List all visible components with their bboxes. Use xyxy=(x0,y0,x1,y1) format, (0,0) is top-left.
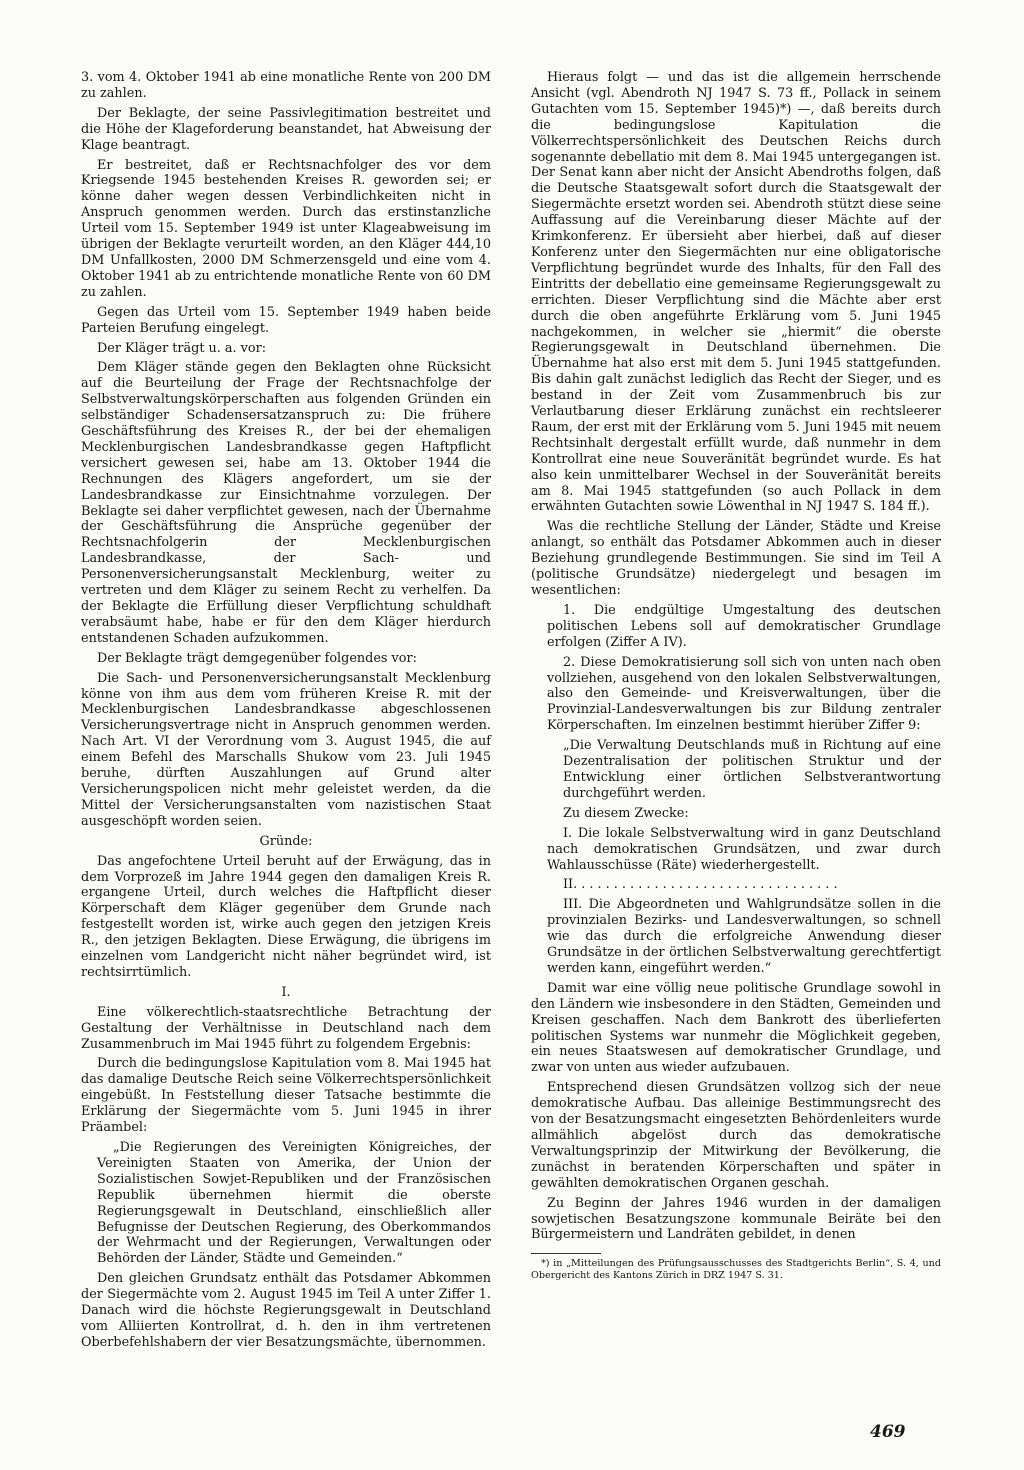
paragraph: Zu Beginn der Jahres 1946 wurden in der damaligen sowjetischen Besatzungszone kommunale Beiräte bei den Bürgermeistern und Landräten gebildet, in denen xyxy=(531,1195,941,1243)
paragraph: Der Beklagte, der seine Passivlegitimation bestreitet und die Höhe der Klageforderung beanstandet, hat Abweisung der Klage beantragt. xyxy=(81,105,491,153)
right-column xyxy=(531,70,941,1281)
footnote-divider xyxy=(531,1253,601,1254)
paragraph: Damit war eine völlig neue politische Grundlage sowohl in den Ländern wie insbesondere in den Städten, Gemeinden und Kreisen geschaffen. Nach dem Bankrott des überlieferten politischen Systems war nunmehr die Möglichkeit gegeben, ein neues Staatswesen auf demokratischer Grundlage, und zwar von unten aus wieder aufzubauen. xyxy=(531,980,941,1076)
quoted-paragraph: Zu diesem Zwecke: xyxy=(563,805,689,821)
paragraph: Die Sach- und Personenversicherungsanstalt Mecklenburg könne von ihm aus dem vom früheren Kreise R. mit der Mecklenburgischen Landesbrandkasse abgeschlossenen Versicherungsvertrage nicht in Anspruch genommen werden. Nach Art. VI der Verordnung vom 3. August 1945, die auf einem Befehl des Marschalls Shukow vom 23. Juli 1945 beruhe, dürften Auszahlungen auf Grund alter Versicherungspolicen nicht mehr geleistet werden, da die Mittel der Versicherungsanstalten vom nazistischen Staat ausgeschöpft worden seien. xyxy=(81,670,491,829)
paragraph: Gegen das Urteil vom 15. September 1949 haben beide Parteien Berufung eingelegt. xyxy=(81,304,491,336)
quoted-paragraph: 1. Die endgültige Umgestaltung des deutschen politischen Lebens soll auf demokratischer Grundlage erfolgen (Ziffer A IV). xyxy=(547,602,941,650)
footnote: *) in „Mitteilungen des Prüfungsausschusses des Stadtgerichts Berlin“, S. 4, und Obergericht des Kantons Zürich in DRZ 1947 S. 31. xyxy=(531,1258,941,1281)
paragraph: Was die rechtliche Stellung der Länder, Städte und Kreise anlangt, so enthält das Potsdamer Abkommen auch in dieser Beziehung grundlegende Bestimmungen. Sie sind im Teil A (politische Grundsätze) niedergelegt und besagen im wesentlichen: xyxy=(531,519,941,598)
quoted-paragraph: 2. Diese Demokratisierung soll sich von unten nach oben vollziehen, ausgehend von den lokalen Selbstverwaltungen, also den Gemeinde- und Kreisverwaltungen, über die Provinzial-Landesverwaltungen bis zur Bildung zentraler Körperschaften. Im einzelnen bestimmt hierüber Ziffer 9: xyxy=(547,654,941,734)
section-heading: I. xyxy=(281,984,291,1000)
paragraph: Dem Kläger stände gegen den Beklagten ohne Rücksicht auf die Beurteilung der Frage der Rechtsnachfolge der Selbstverwaltungskörperschaften aus folgenden Gründen ein selbständiger Schadensersatzanspruch zu: Die frühere Geschäftsführung des Kreises R., der bei der ehemaligen Mecklenburgischen Landesbrandkasse gegen Haftpflicht versichert gewesen sei, habe am 13. Oktober 1944 die Rechnungen des Klägers angefordert, um sie der Landesbrandkasse zur Einsichtnahme vorzulegen. Der Beklagte sei daher verpflichtet gewesen, nach der Übernahme der Geschäftsführung die Ansprüche gegenüber der Rechtsnachfolgerin der Mecklenburgischen Landesbrandkasse, der Sach- und Personenversicherungsanstalt Mecklenburg, weiter zu vertreten und dem Kläger zu seinem Recht zu verhelfen. Da der Beklagte die Erfüllung dieser Verpflichtung schuldhaft verabsäumt habe, habe er für den dem Kläger hierdurch entstandenen Schaden aufzukommen. xyxy=(81,360,491,646)
quoted-paragraph: III. Die Abgeordneten und Wahlgrundsätze sollen in die provinzialen Bezirks- und Landesverwaltungen, so schnell wie das durch die erfolgreiche Anwendung dieser Grundsätze in der örtlichen Selbstverwaltung gerechtfertigt werden kann, eingeführt werden.“ xyxy=(547,897,941,976)
paragraph: Hieraus folgt — und das ist die allgemein herrschende Ansicht (vgl. Abendroth NJ 1947 S. 73 ff., Pollack in seinem Gutachten vom 15. September 1945)*) —, daß bereits durch die bedingungslose Kapitulation die Völkerrechtspersönlichkeit des Deutschen Reichs durch sogenannte debellatio mit dem 8. Mai 1945 untergegangen ist. Der Senat kann aber nicht der Ansicht Abendroths folgen, daß die Deutsche Staatsgewalt sofort durch die Staatsgewalt der Siegermächte ersetzt worden sei. Abendroth stützt diese seine Auffassung auf die Vereinbarung dieser Mächte auf der Krimkonferenz. Er übersieht aber hierbei, daß auf dieser Konferenz unter den Siegermächten nur eine obligatorische Verpflichtung begründet wurde des Inhalts, für den Fall des Eintritts der debellatio eine gemeinsame Regierungsgewalt zu errichten. Dieser Verpflichtung sind die Mächte aber erst durch die oben angeführte Erklärung vom 5. Juni 1945 nachgekommen, in welcher sie „hiermit“ die oberste Regierungsgewalt in Deutschland übernehmen. Die Übernahme hat also erst mit dem 5. Juni 1945 stattgefunden. Bis dahin galt zunächst lediglich das Recht der Sieger, und es bestand in der Zeit vom Zusammenbruch bis zur Verlautbarung dieser Erklärung zunächst ein rechtsleerer Raum, der erst mit der Erklärung vom 5. Juni 1945 mit neuem Rechtsinhalt dergestalt erfüllt wurde, daß nunmehr in dem Kontrollrat eine neue Souveränität begründet wurde. Es hat also kein unmittelbarer Wechsel in der Souveränität bereits am 8. Mai 1945 stattgefunden (so auch Pollack in dem erwähnten Gutachten sowie Löwenthal in NJ 1947 S. 184 ff.). xyxy=(531,70,941,515)
paragraph: Das angefochtene Urteil beruht auf der Erwägung, das in dem Vorprozeß im Jahre 1944 gegen den damaligen Kreis R. ergangene Urteil, durch welches die Haftpflicht dieser Körperschaft dem Kläger gegenüber dem Grunde nach festgestellt worden ist, wirke auch gegen den jetzigen Kreis R., den jetzigen Beklagten. Diese Erwägung, die übrigens im einzelnen vom Landgericht nicht näher begründet wird, ist rechtsirrtümlich. xyxy=(81,853,491,980)
quoted-paragraph: I. Die lokale Selbstverwaltung wird in ganz Deutschland nach demokratischen Grundsätzen, und zwar durch Wahlausschüsse (Räte) wiederhergestellt. xyxy=(547,825,941,873)
nested-quote: „Die Verwaltung Deutschlands muß in Richtung auf eine Dezentralisation der politischen Struktur und der Entwicklung einer örtlichen Selbstverantwortung durchgeführt werden. xyxy=(563,738,941,801)
paragraph: 3. vom 4. Oktober 1941 ab eine monatliche Rente von 200 DM zu zahlen. xyxy=(81,70,491,101)
paragraph: Eine völkerechtlich-staatsrechtliche Betrachtung der Gestaltung der Verhältnisse in Deutschland nach dem Zusammenbruch im Mai 1945 führt zu folgendem Ergebnis: xyxy=(81,1004,491,1052)
section-heading: Gründe: xyxy=(259,833,313,849)
left-column xyxy=(81,70,491,1355)
paragraph: Der Beklagte trägt demgegenüber folgendes vor: xyxy=(97,650,417,666)
paragraph: Der Kläger trägt u. a. vor: xyxy=(97,340,267,356)
paragraph: Er bestreitet, daß er Rechtsnachfolger des vor dem Kriegsende 1945 bestehenden Kreises R. geworden sei; er könne daher wegen dessen Verbindlichkeiten nicht in Anspruch genommen werden. Durch das erstinstanzliche Urteil vom 15. September 1949 ist unter Klageabweisung im übrigen der Beklagte verurteilt worden, an den Kläger 444,10 DM Unfallkosten, 2000 DM Schmerzensgeld und eine vom 4. Oktober 1941 ab zu entrichtende monatliche Rente von 60 DM zu zahlen. xyxy=(81,157,491,300)
paragraph: Entsprechend diesen Grundsätzen vollzog sich der neue demokratische Aufbau. Das alleinige Bestimmungsrecht des von der Besatzungsmacht eingesetzten Behördenleiters wurde allmählich abgelöst durch das demokratische Verwaltungsprinzip der Mitwirkung der Bevölkerung, die zunächst in beratenden Körperschaften und später in gewählten demokratischen Organen geschah. xyxy=(531,1080,941,1191)
quoted-paragraph: „Die Regierungen des Vereinigten Königreiches, der Vereinigten Staaten von Amerika, der Union der Sozialistischen Sowjet-Republiken und der Französischen Republik übernehmen hiermit die oberste Regierungsgewalt in Deutschland, einschließlich aller Befugnisse der Deutschen Regierung, des Oberkommandos der Wehrmacht und der Regierungen, Verwaltungen oder Behörden der Länder, Städte und Gemeinden.“ xyxy=(97,1140,491,1267)
paragraph: Den gleichen Grundsatz enthält das Potsdamer Abkommen der Siegermächte vom 2. August 1945 im Teil A unter Ziffer 1. Danach wird die höchste Regierungsgewalt in Deutschland vom Alliierten Kontrollrat, d. h. den in ihm vertretenen Oberbefehlshabern der vier Besatzungsmächte, übernommen. xyxy=(81,1271,491,1350)
quoted-paragraph: II. . . . . . . . . . . . . . . . . . . . . . . . . . . . . . . . . xyxy=(563,877,838,893)
page-number: 469 xyxy=(870,1422,906,1442)
paragraph: Durch die bedingungslose Kapitulation vom 8. Mai 1945 hat das damalige Deutsche Reich seine Völkerrechtspersönlichkeit eingebüßt. In Feststellung dieser Tatsache bestimmte die Erklärung der Siegermächte vom 5. Juni 1945 in ihrer Präambel: xyxy=(81,1056,491,1136)
